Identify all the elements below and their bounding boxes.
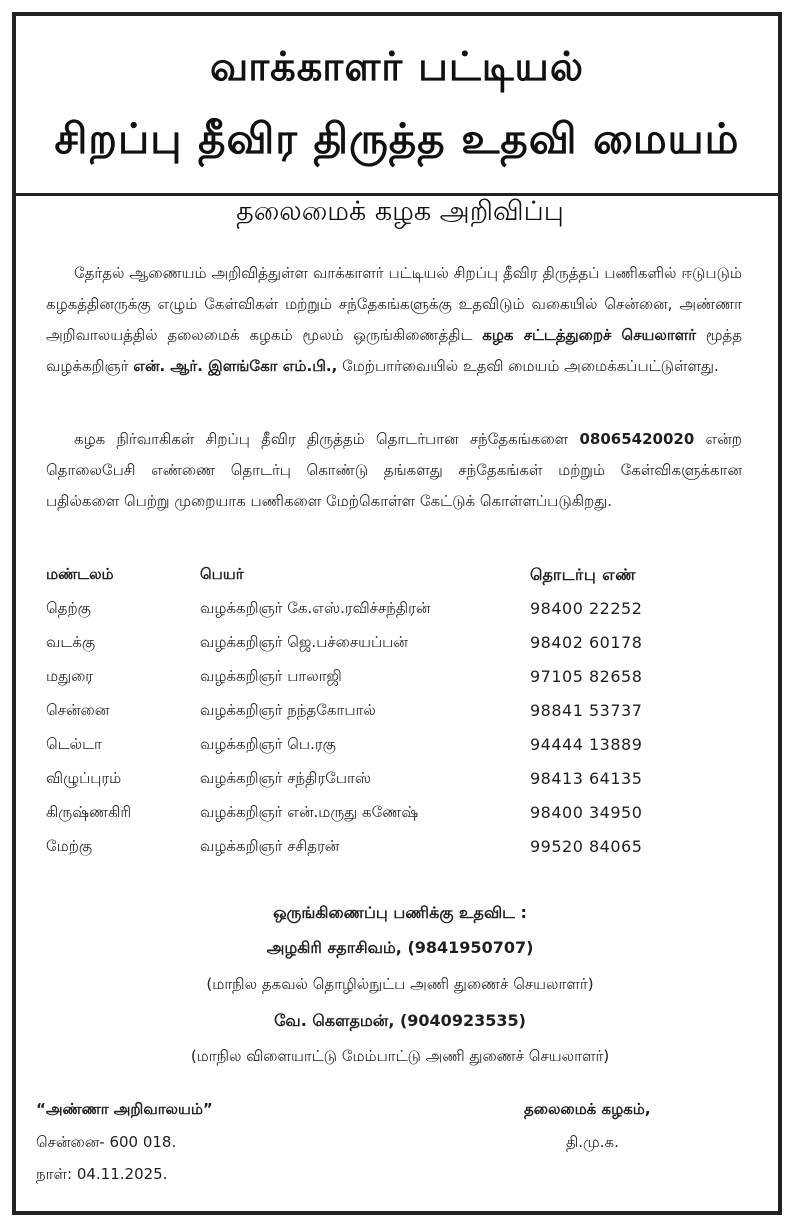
paragraph-2-text-a: கழக நிர்வாகிகள் சிறப்பு தீவிர திருத்தம் தொடர்பான சந்தேகங்களை [74, 430, 569, 448]
notice-date: நாள்: 04.11.2025. [36, 1165, 168, 1183]
zone-cell: மதுரை [46, 667, 94, 685]
signature-line-1: தலைமைக் கழகம், [524, 1100, 651, 1118]
phone-cell: 98841 53737 [530, 701, 643, 720]
paragraph-1-text-c: மேற்பார்வையில் உதவி மையம் அமைக்கப்பட்டுள்ளது. [342, 357, 719, 375]
zone-cell: கிருஷ்ணகிரி [46, 803, 132, 821]
coordination-heading: ஒருங்கிணைப்பு பணிக்கு உதவிட : [273, 903, 527, 922]
table-row [46, 701, 746, 735]
phone-cell: 98400 34950 [530, 803, 643, 822]
subheading: தலைமைக் கழக அறிவிப்பு [236, 196, 564, 227]
name-cell: வழக்கறிஞர் கே.எஸ்.ரவிச்சந்திரன் [200, 599, 431, 617]
phone-cell: 98413 64135 [530, 769, 643, 788]
column-header-name: பெயர் [200, 565, 244, 583]
column-header-zone: மண்டலம் [46, 565, 114, 583]
coordinator-1-role: (மாநில தகவல் தொழில்நுட்ப அணி துணைச் செயலாளர்) [206, 975, 594, 993]
paragraph-1-text-b: மூத்த வழக்கறிஞர் [46, 326, 742, 375]
coordinator-2: வே. கௌதமன், (9040923535) [274, 1011, 526, 1030]
table-row [46, 599, 746, 633]
paragraph-2 [46, 424, 742, 517]
zone-cell: மேற்கு [46, 837, 93, 855]
name-cell: வழக்கறிஞர் சசிதரன் [200, 837, 340, 855]
header-box [16, 16, 778, 196]
name-cell: வழக்கறிஞர் என்.மருது கணேஷ் [200, 803, 419, 821]
paragraph-1-text-a: தேர்தல் ஆணையம் அறிவித்துள்ள வாக்காளர் பட்டியல் சிறப்பு தீவிர திருத்தப் பணிகளில் ஈடுபடும் கழகத்தினருக்கு எழும் கேள்விகள் மற்றும் சந்தேகங்களுக்கு உதவிடும் வகையில் சென்னை, அண்ணா அறிவாலயத்தில் தலைமைக் கழகம் மூலம் ஒருங்கிணைத்திட [46, 264, 742, 344]
address-line-1: “அண்ணா அறிவாலயம்” [36, 1100, 213, 1118]
coordinator-1: அழகிரி சதாசிவம், (9841950707) [266, 938, 534, 957]
phone-cell: 99520 84065 [530, 837, 643, 856]
address-line-2: சென்னை- 600 018. [36, 1133, 177, 1151]
zone-cell: விழுப்புரம் [46, 769, 122, 787]
zone-cell: டெல்டா [46, 735, 102, 753]
contact-table [46, 565, 746, 871]
paragraph-2-text-b: என்ற தொலைபேசி எண்ணை தொடர்பு கொண்டு தங்களது சந்தேகங்கள் மற்றும் கேள்விகளுக்கான பதில்களை பெற்று முறையாக பணிகளை மேற்கொள்ள கேட்டுக் கொள்ளப்படுகிறது. [46, 430, 743, 510]
table-row [46, 803, 746, 837]
zone-cell: தெற்கு [46, 599, 91, 617]
phone-cell: 97105 82658 [530, 667, 643, 686]
coordinator-2-role: (மாநில விளையாட்டு மேம்பாட்டு அணி துணைச் செயலாளர்) [190, 1047, 610, 1065]
table-row [46, 735, 746, 769]
name-cell: வழக்கறிஞர் நந்தகோபால் [200, 701, 376, 719]
paragraph-1-bold-b: என். ஆர். இளங்கோ எம்.பி., [133, 357, 338, 375]
table-row [46, 667, 746, 701]
name-cell: வழக்கறிஞர் ஜெ.பச்சையப்பன் [200, 633, 408, 651]
phone-cell: 98400 22252 [530, 599, 643, 618]
phone-cell: 94444 13889 [530, 735, 643, 754]
table-header-row [46, 565, 746, 599]
table-row [46, 769, 746, 803]
title-line-2: சிறப்பு தீவிர திருத்த உதவி மையம் [54, 114, 740, 163]
title-line-1: வாக்காளர் பட்டியல் [209, 44, 585, 90]
paragraph-1-bold-a: கழக சட்டத்துறைச் செயலாளர் [482, 326, 697, 344]
name-cell: வழக்கறிஞர் பெ.ரகு [200, 735, 336, 753]
zone-cell: சென்னை [46, 701, 110, 719]
table-row [46, 633, 746, 667]
helpline-number: 08065420020 [579, 430, 695, 448]
phone-cell: 98402 60178 [530, 633, 643, 652]
table-row [46, 837, 746, 871]
paragraph-1 [46, 258, 742, 382]
signature-line-2: தி.மு.க. [566, 1133, 619, 1151]
column-header-phone: தொடர்பு எண் [530, 565, 637, 584]
name-cell: வழக்கறிஞர் பாலாஜி [200, 667, 342, 685]
zone-cell: வடக்கு [46, 633, 96, 651]
name-cell: வழக்கறிஞர் சந்திரபோஸ் [200, 769, 371, 787]
